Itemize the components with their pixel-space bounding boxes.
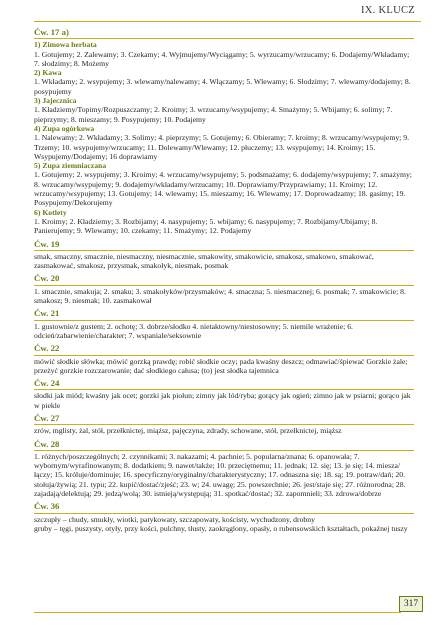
recipe-title: 5) Zupa ziemniaczana bbox=[34, 161, 107, 171]
recipe-title: 4) Zupa ogórkowa bbox=[34, 123, 95, 133]
answer-text: słodki jak miód; kwaśny jak ocet; gorzki jak piołun; zimny jak lód/ryba; gorący jak ogień; zimno jak w psiarni; gorąco jak w piekle bbox=[34, 391, 411, 410]
exercise-title: Ćw. 19 bbox=[34, 238, 60, 249]
answer-text: 1. Nalewamy; 2. Wkładamy; 3. Solimy; 4. pieprzymy; 5. Gotujemy; 6. Obieramy; 7. kroimy; 8. wrzucamy/wsypujemy; 9. Trzemy; 10. wsypujemy/wrzucamy; 11. Dolewamy/Wlewamy; 12. płuczemy; 13. wsypujemy; 14. Kroimy; 15. Wsypujemy/Dodajemy; 16 doprawiamy bbox=[34, 133, 409, 161]
exercise-divider bbox=[34, 285, 414, 286]
exercise-divider bbox=[34, 355, 414, 356]
recipe-title: 1) Zimowa herbata bbox=[34, 40, 97, 50]
exercise-title: Ćw. 27 bbox=[34, 412, 60, 423]
exercise-divider bbox=[34, 424, 414, 425]
recipe-title: 3) Jajecznica bbox=[34, 96, 77, 106]
answer-text: 1. gustownie/z gustem; 2. ochotę; 3. dobrze/słodko 4. nietaktowny/niestosowny; 5. niemile wrażenie; 6. odcień/zabarwienie/charakter; 7. wspaniale/seksownie bbox=[34, 321, 353, 340]
exercise-title: Ćw. 21 bbox=[34, 308, 60, 319]
exercise-title: Ćw. 22 bbox=[34, 343, 60, 354]
answer-text: smak, smaczny, smacznie, niesmaczny, niesmacznie, smakowity, smakowicie, smakosz, smakowo, smakować, zasmakować, smakosz, przysmak, smakołyk, niesmak, posmak bbox=[34, 251, 374, 271]
answer-text: mówić słodkie słówka; mówić gorzką prawdę; robić słodkie oczy; pada kwaśny deszcz; odmawiać/śpiewać Gorzkie żale; przeżyć gorzkie rozczarowanie; dać słodkiego całusa; (to) jest słodka tajemnica bbox=[34, 356, 408, 375]
exercise-title: Ćw. 20 bbox=[34, 273, 60, 284]
answer-text: 1. smacznie, smakuja; 2. smaku; 3. smakołyków/przysmaków; 4. smaczna; 5. niesmacznej; 6. posmak; 7. smakowicie; 8. smakosz; 9. niesmak; 10. zasmakował bbox=[34, 286, 406, 306]
page-header bbox=[0, 0, 445, 22]
exercise-divider bbox=[34, 38, 414, 39]
footer-rule bbox=[34, 612, 401, 613]
answer-text: 1. Gotujemy; 2. Zalewamy; 3. Czekamy; 4. Wyjmujemy/Wyciągamy; 5. wyrzucamy/wrzucamy; 6. Dodajemy/Wkładamy; 7. słodzimy; 8. Możemy bbox=[34, 49, 410, 68]
answer-text: 1. Kroimy; 2. Kładziemy; 3. Rozbijamy; 4. nasypujemy; 5. wbijamy; 6. nasypujemy; 7. Rozbijamy/Ubijamy; 8. Panierujemy; 9. Wlewamy; 10. czekamy; 11. Smażymy; 12. Podajemy bbox=[34, 216, 378, 236]
recipe-title: 2) Kawa bbox=[34, 68, 62, 78]
exercise-title: Ćw. 17 a) bbox=[34, 27, 69, 37]
header-title: IX. KLUCZ bbox=[360, 5, 415, 16]
header-rule bbox=[34, 21, 421, 22]
exercise-title: Ćw. 36 bbox=[34, 501, 60, 512]
answer-text: 1. Wkładamy; 2. wsypujemy; 3. wlewamy/nalewamy; 4. Włączamy; 5. Wlewamy; 6. Słodzimy; 7. wlewamy/dodajemy; 8. posypujemy bbox=[34, 77, 411, 96]
exercise-divider bbox=[34, 389, 414, 390]
exercise-divider bbox=[34, 320, 414, 321]
exercise-divider bbox=[34, 513, 414, 514]
exercise-divider bbox=[34, 250, 414, 251]
answer-text: 1. Gotujemy; 2. wsypujemy; 3. Kroimy; 4. wrzucamy/wsypujemy; 5. podsmażamy; 6. dodajemy/wsypujemy; 7. smażymy; 8. wrzucamy/wsypujemy; 9. dodajemy/wkładamy/wrzucamy; 10. Doprawiamy/Przyprawiamy; 11. Kroimy; 12. wrzucamy/wsypujemy; 13. Gotujemy; 14. wlewamy; 15. mieszamy; 16. Wlewamy; 17. Doprowadzamy; 18. gasimy; 19. Posypujemy/Dekorujemy bbox=[34, 170, 412, 208]
recipe-title: 6) Kotlety bbox=[34, 207, 67, 217]
answer-text: 1. Kładziemy/Topimy/Rozpuszczamy; 2. Kroimy; 3. wrzucamy/wsypujemy; 4. Smażymy; 5. Wbijamy; 6. solimy; 7. pieprzymy; 8. mieszamy; 9. Posypujemy; 10. Podajemy bbox=[34, 105, 393, 124]
answer-key-content bbox=[34, 28, 414, 533]
answer-text: 1. różnych/poszczególnych; 2. czynnikami; 3. nakazami; 4. pachnie; 5. popularna/znana; 6. opanowała; 7. wybornym/wyrafinowanym; 8. dodatkiem; 9. nawet/także; 10. przeciętnemu; 11. jednak; 12. się; 13. je się; 14. miesza/łączy; 15. króluje/dominuje; 16. specyficzny/oryginalny/charakterystyczny; 17. odnaszna się; 18. są; 19. potraw/dań; 20. stołuja/żywią; 21. typu; 22. kupić/dostać/zjeść; 23. w; 24. uwagę; 25. powszechnie; 26. jest/staje się; 27. różnorodna; 28. zajadają/delektują; 29. jedzą/wolą; 30. istnieją/występują; 31. spotkać/dostać; 32. zapomnieli; 33. zdrowa/dobrze bbox=[34, 451, 406, 499]
exercise-title: Ćw. 24 bbox=[34, 378, 60, 389]
exercise-title: Ćw. 28 bbox=[34, 438, 60, 449]
answer-text: zrów, mglisty, żal, stół, przełknictej, miąższ, pajęczyna, zdrady, schowane, stół, przełknictej, miąższ bbox=[34, 426, 342, 436]
answer-text: szczupły – chudy, smukły, wiotki, patykowaty, szczapowaty, kościsty, wychudzony, drobny bbox=[34, 514, 315, 524]
exercise-divider bbox=[34, 450, 414, 451]
page-number: 317 bbox=[399, 596, 423, 612]
answer-text: gruby – tęgi, puszysty, otyły, przy kości, pulchny, tłusty, zaokrąglony, opasły, o rubensowskich kształtach, pokaźnej tuszy bbox=[34, 523, 408, 533]
